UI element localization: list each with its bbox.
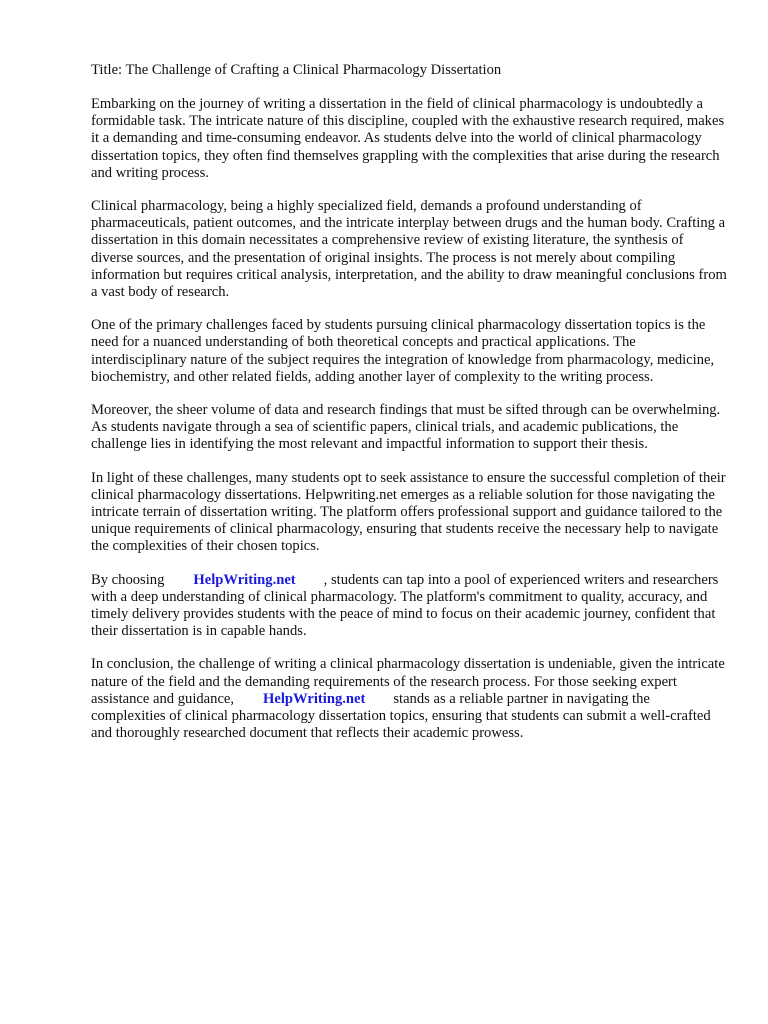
paragraph-conclusion (91, 656, 728, 742)
paragraph-assistance: In light of these challenges, many students opt to seek assistance to ensure the successful completion of their clinical pharmacology dissertations. Helpwriting.net emerges as a reliable solution for those navigating the intricate terrain of dissertation writing. The platform offers professional support and guidance tailored to the unique requirements of clinical pharmacology, ensuring that students receive the necessary help to navigate the complexities of their chosen topics. (91, 469, 726, 555)
paragraph-intro: Embarking on the journey of writing a dissertation in the field of clinical pharmacology is undoubtedly a formidable task. The intricate nature of this discipline, coupled with the exhaustive research required, makes it a demanding and time-consuming endeavor. As students delve into the world of clinical pharmacology dissertation topics, they often find themselves grappling with the complexities that arise during the research and writing process. (91, 96, 725, 181)
paragraph-conclusion-lead: In conclusion, the challenge of writing a clinical pharmacology dissertation is undeniable, given the intricate nature of the field and the demanding requirements of the research process. For those seeking expert assistance and guidance, (91, 656, 725, 707)
helpwriting-link[interactable]: HelpWriting.net (193, 571, 296, 588)
document-title: Title: The Challenge of Crafting a Clinical Pharmacology Dissertation (91, 62, 502, 78)
paragraph-data-volume: Moreover, the sheer volume of data and research findings that must be sifted through can be overwhelming. As students navigate through a sea of scientific papers, clinical trials, and academic publications, the challenge lies in identifying the most relevant and impactful information to support their thesis. (91, 402, 721, 453)
paragraph-by-choosing-rest: , students can tap into a pool of experienced writers and researchers with a deep understanding of clinical pharmacology. The platform's commitment to quality, accuracy, and timely delivery provides students with the peace of mind to focus on their academic journey, confident that their dissertation is in capable hands. (91, 571, 719, 640)
paragraph-by-choosing-lead: By choosing (91, 571, 165, 588)
paragraph-by-choosing (91, 572, 728, 641)
helpwriting-link-conclusion[interactable]: HelpWriting.net (263, 690, 366, 707)
paragraph-specialized-field: Clinical pharmacology, being a highly specialized field, demands a profound understanding of pharmaceuticals, patient outcomes, and the intricate interplay between drugs and the human body. Crafting a dissertation in this domain necessitates a comprehensive review of existing literature, the synthesis of diverse sources, and the presentation of original insights. The process is not merely about compiling information but requires critical analysis, interpretation, and the ability to draw meaningful conclusions from a vast body of research. (91, 198, 727, 301)
paragraph-conclusion-rest: stands as a reliable partner in navigating the complexities of clinical pharmacology dissertation topics, ensuring that students can submit a well-crafted and thoroughly researched document that reflects their academic prowess. (91, 690, 711, 742)
paragraph-primary-challenges: One of the primary challenges faced by students pursuing clinical pharmacology dissertation topics is the need for a nuanced understanding of both theoretical concepts and practical applications. The interdisciplinary nature of the subject requires the integration of knowledge from pharmacology, medicine, biochemistry, and other related fields, adding another layer of complexity to the writing process. (91, 317, 715, 385)
